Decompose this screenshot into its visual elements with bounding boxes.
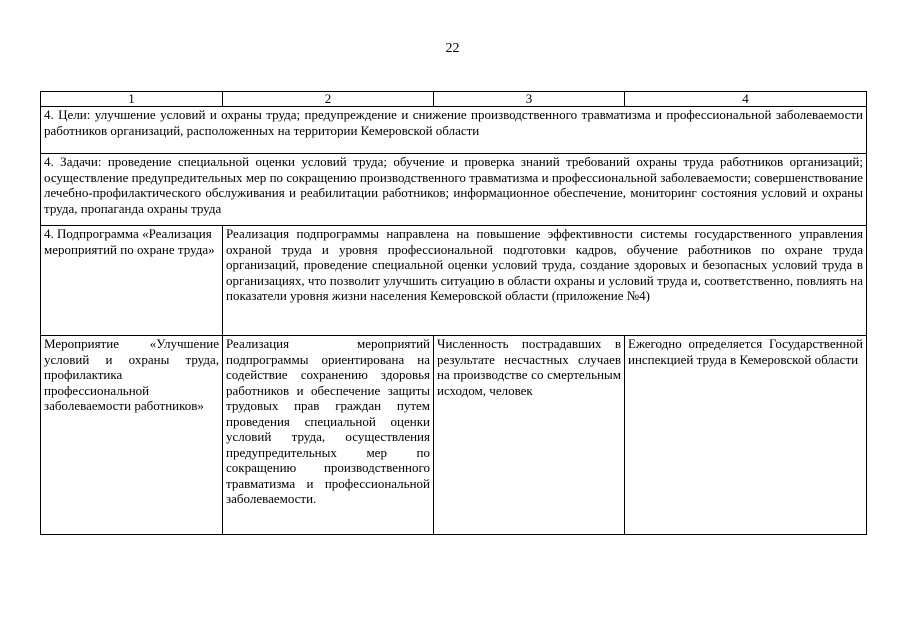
column-number-2: 2: [223, 92, 434, 107]
program-table: [40, 91, 867, 535]
tasks-row: [41, 154, 867, 226]
page-number: 22: [445, 41, 460, 56]
measure-method: Ежегодно определяется Государственной инспекцией труда в Кемеровской области: [625, 336, 867, 535]
goals-text: 4. Цели: улучшение условий и охраны труда; предупреждение и снижение производственного травматизма и профессиональной заболеваемости работников организаций, расположенных на территории Кемеровской области: [41, 107, 867, 154]
measure-name: Мероприятие «Улучшение условий и охраны труда, профилактика профессиональной заболеваемости работников»: [41, 336, 223, 535]
subprogram-row: [41, 226, 867, 336]
subprogram-description: Реализация подпрограммы направлена на повышение эффективности системы государственного управления охраной труда и уровня профессиональной подготовки кадров, обучение работников по охране труда организаций, проведение специальной оценки условий труда, создание здоровых и безопасных условий труда в организациях, что позволит улучшить ситуацию в области охраны и условий труда и, соответственно, повлиять на показатели уровня жизни населения Кемеровской области (приложение №4): [223, 226, 867, 336]
goals-row: [41, 107, 867, 154]
column-number-3: 3: [434, 92, 625, 107]
column-number-4: 4: [625, 92, 867, 107]
column-number-1: 1: [41, 92, 223, 107]
table-header-row: [41, 92, 867, 107]
tasks-text: 4. Задачи: проведение специальной оценки условий труда; обучение и проверка знаний требований охраны труда работников организаций; осуществление предупредительных мер по сокращению производственного травматизма и профессиональной заболеваемости; совершенствование лечебно-профилактического обслуживания и реабилитации работников; информационное обеспечение, мониторинг состояния условий и охраны труда, пропаганда охраны труда: [41, 154, 867, 226]
measure-row: [41, 336, 867, 535]
measure-indicator: Численность пострадавших в результате несчастных случаев на производстве со смертельным исходом, человек: [434, 336, 625, 535]
subprogram-name: 4. Подпрограмма «Реализация мероприятий по охране труда»: [41, 226, 223, 336]
measure-description: Реализация мероприятий подпрограммы ориентирована на содействие сохранению здоровья работников и обеспечение защиты трудовых прав граждан путем проведения специальной оценки условий труда, осуществления предупредительных мер по сокращению производственного травматизма и профессиональной заболеваемости.: [223, 336, 434, 535]
